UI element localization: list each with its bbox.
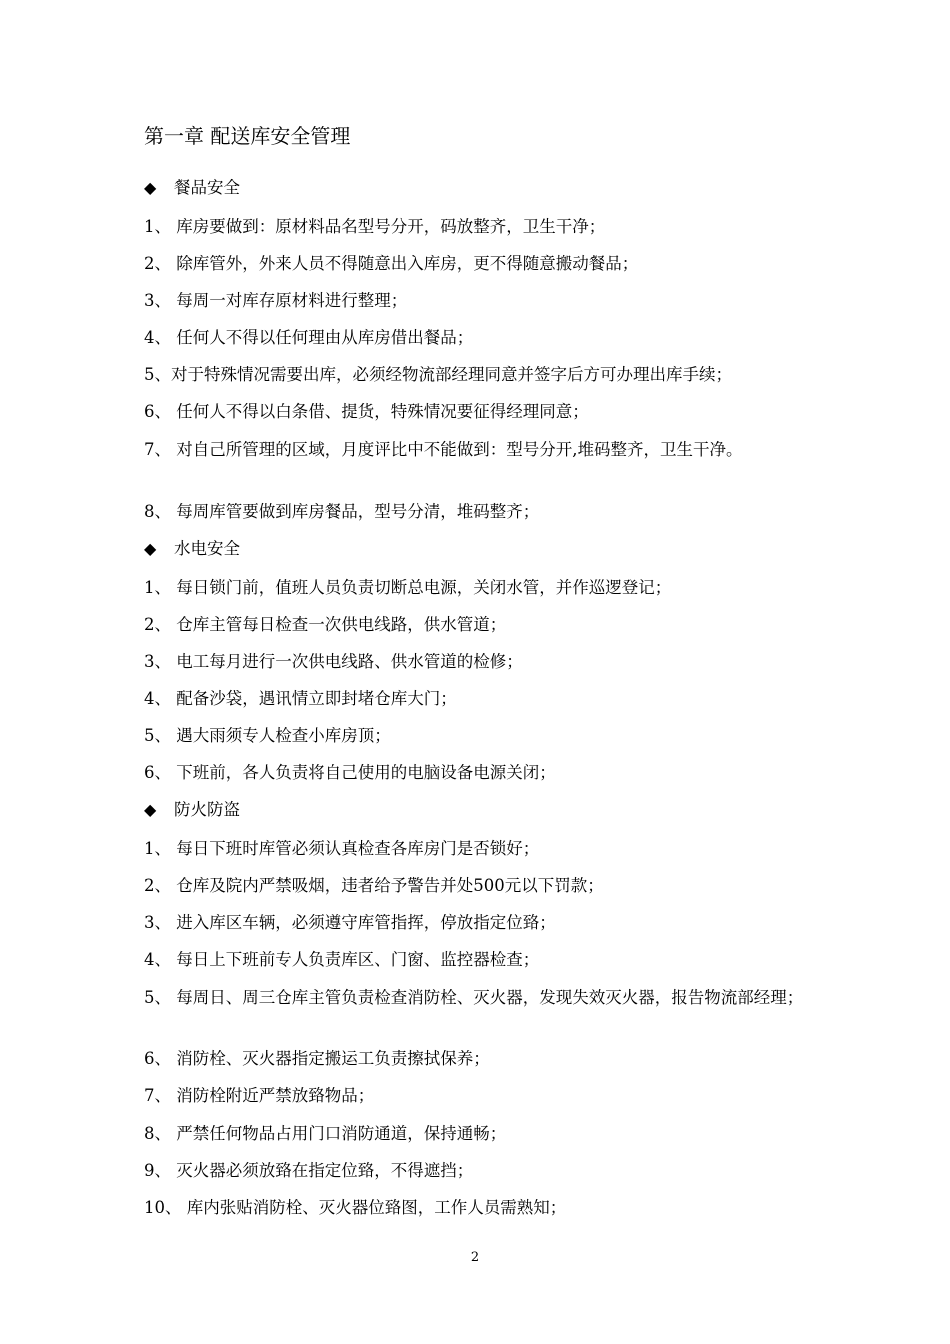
list-item: 3、 每周一对库存原材料进行整理； xyxy=(144,291,408,310)
diamond-bullet-icon: ◆ xyxy=(144,800,157,819)
list-item: 4、 配备沙袋，遇讯情立即封堵仓库大门； xyxy=(144,689,457,708)
list-item: 5、对于特殊情况需要出库，必须经物流部经理同意并签字后方可办理出库手续； xyxy=(144,365,732,384)
diamond-bullet-icon: ◆ xyxy=(144,539,157,558)
list-item: 6、 下班前，各人负责将自己使用的电脑设备电源关闭； xyxy=(144,763,556,782)
list-item: 2、 除库管外，外来人员不得随意出入库房，更不得随意搬动餐品； xyxy=(144,254,639,273)
list-item: 4、 任何人不得以任何理由从库房借出餐品； xyxy=(144,328,474,347)
section-heading xyxy=(144,176,240,200)
list-item: 5、 遇大雨须专人检查小库房顶； xyxy=(144,726,391,745)
section-heading xyxy=(144,537,240,561)
list-item: 2、 仓库主管每日检查一次供电线路，供水管道； xyxy=(144,615,507,634)
list-item: 10、 库内张贴消防栓、灭火器位臵图，工作人员需熟知； xyxy=(144,1198,567,1217)
list-item: 1、 每日下班时库管必须认真检查各库房门是否锁好； xyxy=(144,839,540,858)
list-item: 8、 每周库管要做到库房餐品，型号分清，堆码整齐； xyxy=(144,502,540,521)
page-number: 2 xyxy=(470,1250,480,1265)
list-item: 7、 消防栓附近严禁放臵物品； xyxy=(144,1086,375,1105)
list-item: 1、 每日锁门前，值班人员负责切断总电源，关闭水管，并作巡逻登记； xyxy=(144,578,672,597)
list-item: 1、 库房要做到：原材料品名型号分开，码放整齐，卫生干净； xyxy=(144,217,606,236)
section-heading-label: 防火防盗 xyxy=(174,800,240,819)
list-item: 5、 每周日、周三仓库主管负责检查消防栓、灭火器，发现失效灭火器，报告物流部经理； xyxy=(144,988,804,1007)
list-item: 6、 消防栓、灭火器指定搬运工负责擦拭保养； xyxy=(144,1049,490,1068)
list-item: 8、 严禁任何物品占用门口消防通道，保持通畅； xyxy=(144,1124,507,1143)
section-heading-label: 水电安全 xyxy=(174,539,240,558)
list-item: 6、 任何人不得以白条借、提货，特殊情况要征得经理同意； xyxy=(144,402,589,421)
list-item: 7、 对自己所管理的区域，月度评比中不能做到：型号分开,堆码整齐，卫生干净。 xyxy=(144,440,743,459)
section-heading xyxy=(144,798,240,822)
diamond-bullet-icon: ◆ xyxy=(144,178,157,197)
list-item: 4、 每日上下班前专人负责库区、门窗、监控器检查； xyxy=(144,950,540,969)
list-item: 2、 仓库及院内严禁吸烟，违者给予警告并处500元以下罚款； xyxy=(144,876,604,895)
list-item: 3、 电工每月进行一次供电线路、供水管道的检修； xyxy=(144,652,523,671)
list-item: 3、 进入库区车辆，必须遵守库管指挥，停放指定位臵； xyxy=(144,913,556,932)
list-item: 9、 灭火器必须放臵在指定位臵，不得遮挡； xyxy=(144,1161,474,1180)
section-heading-label: 餐品安全 xyxy=(174,178,240,197)
chapter-title: 第一章 配送库安全管理 xyxy=(144,124,351,148)
